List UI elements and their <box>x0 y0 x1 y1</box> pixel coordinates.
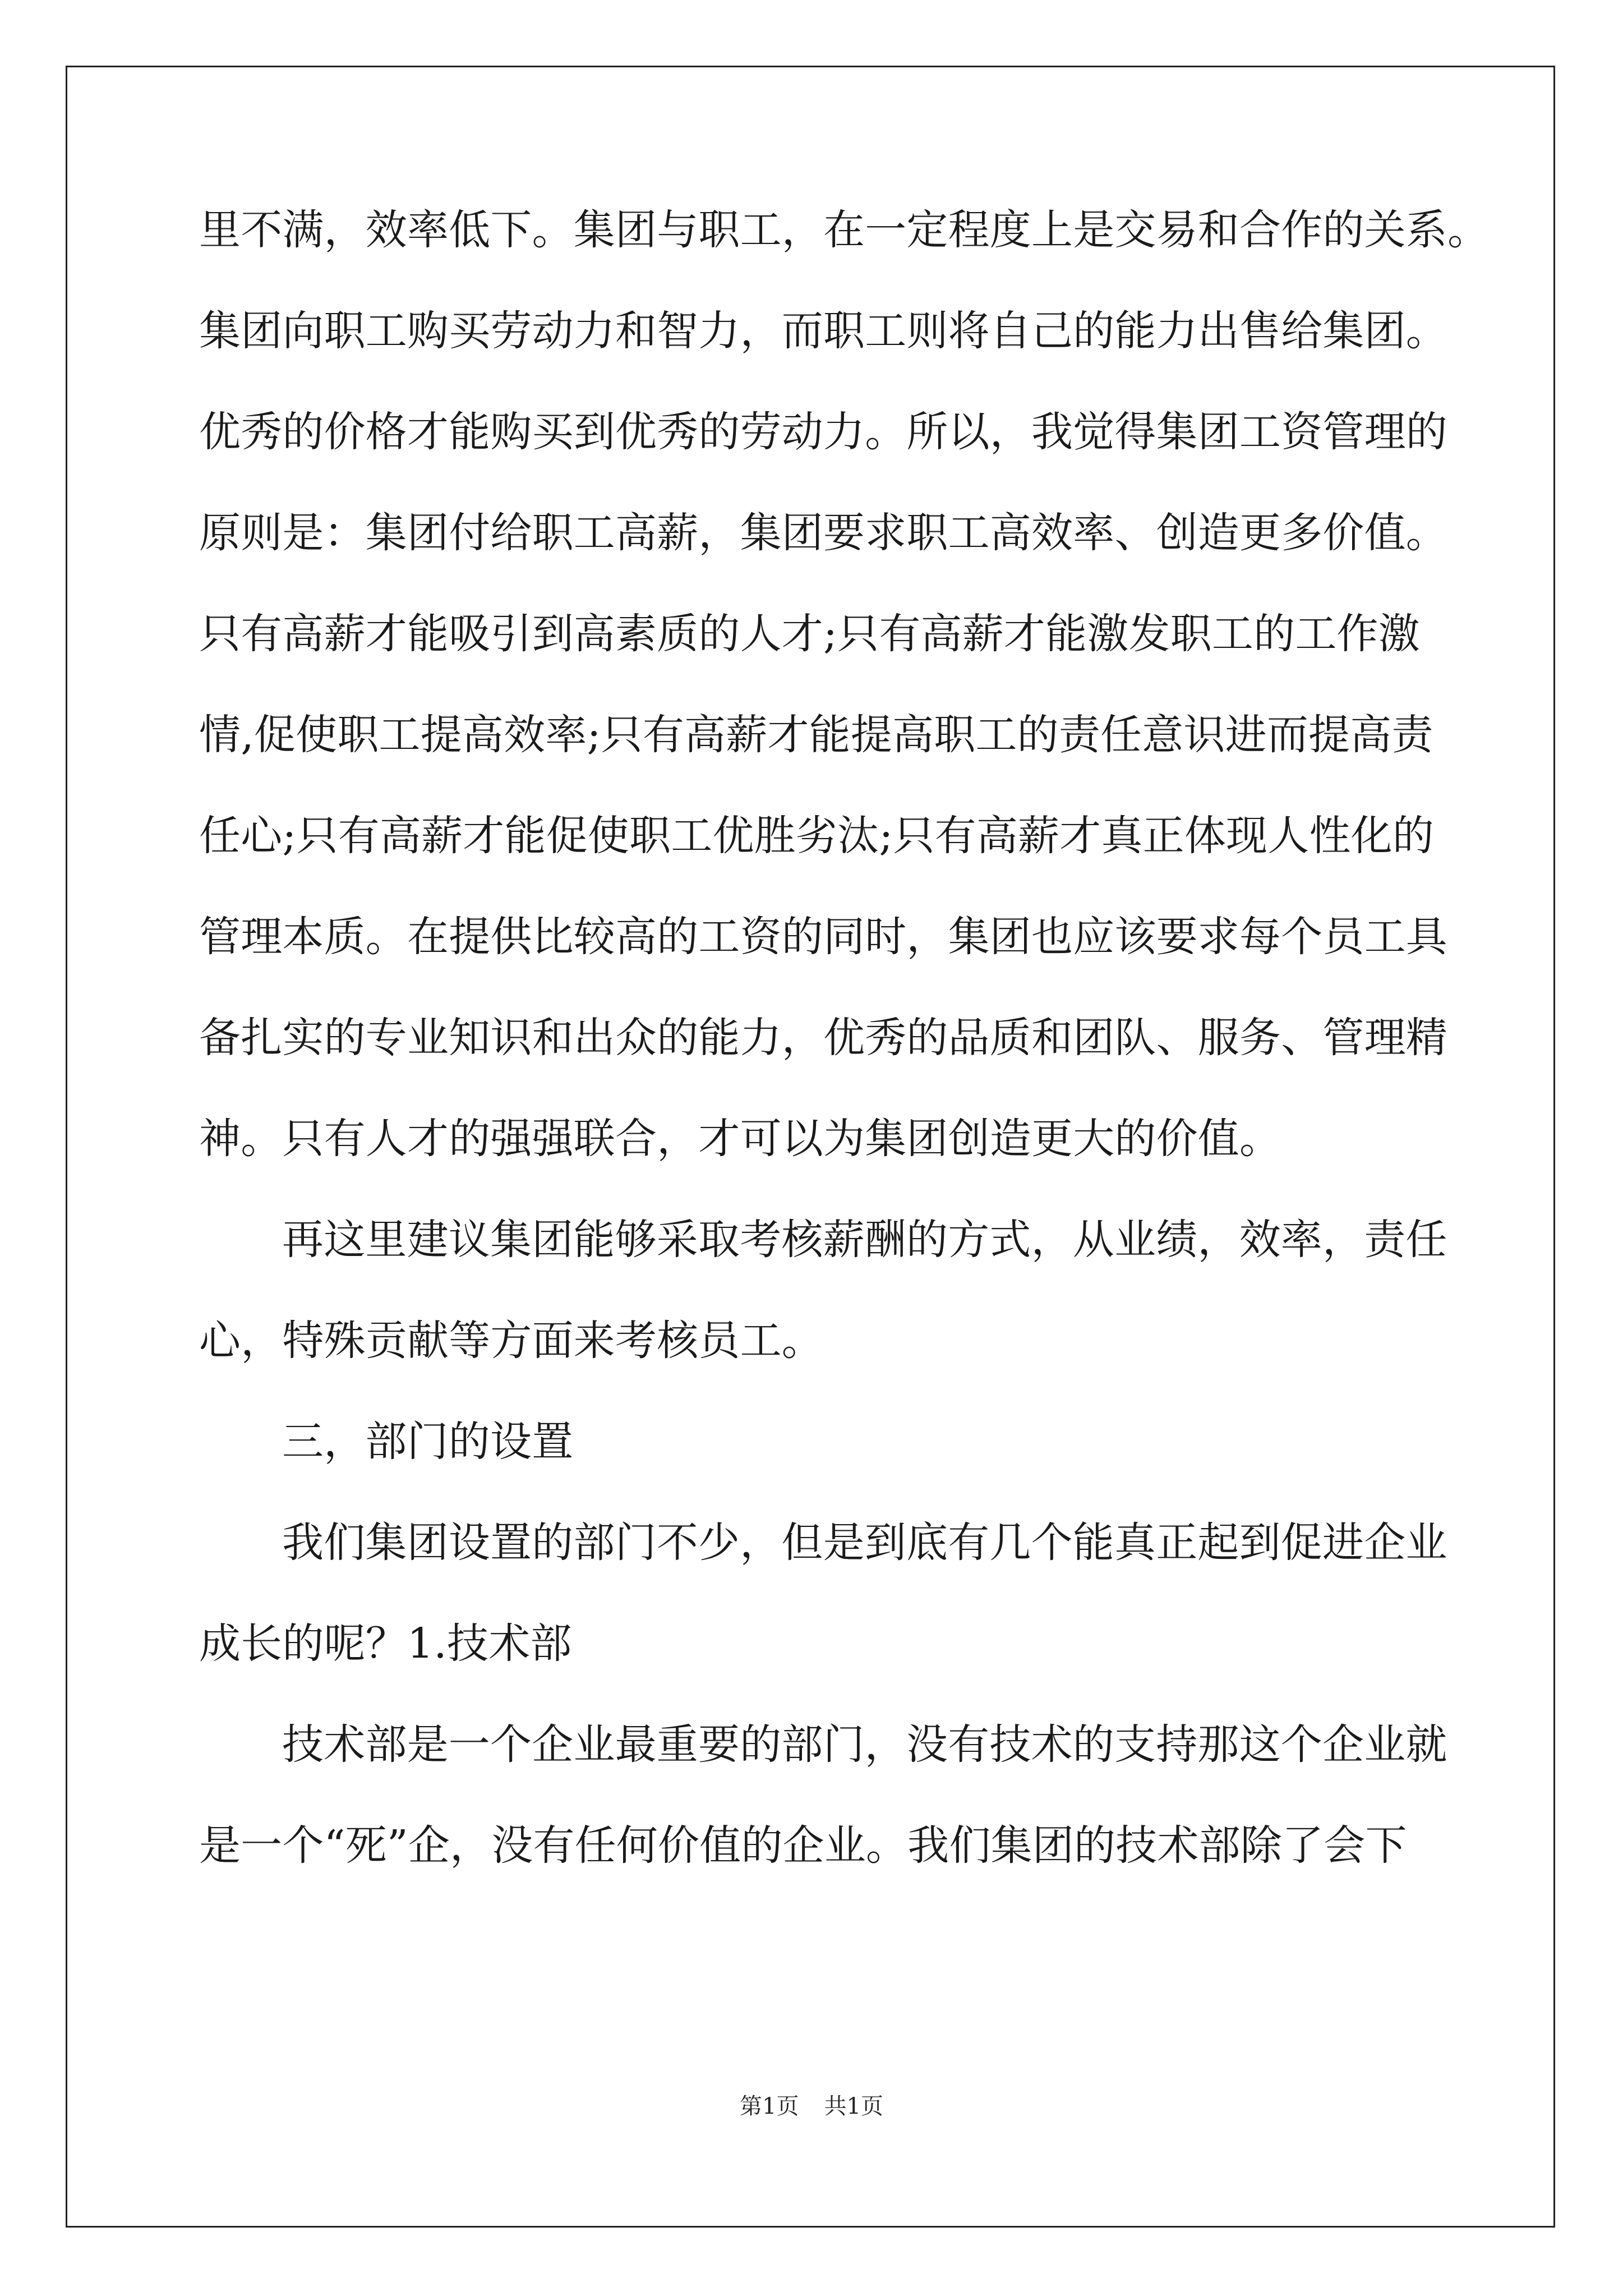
text-line-3: 优秀的价格才能购买到优秀的劳动力。所以，我觉得集团工资管理的 <box>199 408 1447 456</box>
text-line-10: 神。只有人才的强强联合，才可以为集团创造更大的价值。 <box>199 1115 1281 1163</box>
text-line-2: 集团向职工购买劳动力和智力，而职工则将自己的能力出售给集团。 <box>199 307 1447 355</box>
text-line-1: 里不满，效率低下。集团与职工，在一定程度上是交易和合作的关系。 <box>199 206 1490 254</box>
text-line-5: 只有高薪才能吸引到高素质的人才;只有高薪才能激发职工的工作激 <box>199 610 1420 658</box>
page-total: 共1页 <box>824 2093 883 2119</box>
text-line-4: 原则是：集团付给职工高薪，集团要求职工高效率、创造更多价值。 <box>199 509 1447 557</box>
text-line-15: 成长的呢？1.技术部 <box>199 1619 572 1668</box>
page-footer <box>0 2090 1623 2123</box>
text-line-12: 心，特殊贡献等方面来考核员工。 <box>199 1317 823 1365</box>
text-line-9: 备扎实的专业知识和出众的能力，优秀的品质和团队、服务、管理精 <box>199 1014 1447 1062</box>
text-line-8: 管理本质。在提供比较高的工资的同时，集团也应该要求每个员工具 <box>199 913 1447 961</box>
text-line-6: 情,促使职工提高效率;只有高薪才能提高职工的责任意识进而提高责 <box>199 711 1433 759</box>
text-line-7: 任心;只有高薪才能促使职工优胜劣汰;只有高薪才真正体现人性化的 <box>199 812 1435 860</box>
page-number: 第1页 <box>740 2093 799 2119</box>
text-line-14: 我们集团设置的部门不少，但是到底有几个能真正起到促进企业 <box>282 1519 1447 1567</box>
text-line-17: 是一个“死”企，没有任何价值的企业。我们集团的技术部除了会下 <box>199 1821 1407 1870</box>
text-line-16: 技术部是一个企业最重要的部门，没有技术的支持那这个企业就 <box>282 1720 1447 1769</box>
section-heading: 三，部门的设置 <box>282 1418 574 1466</box>
text-line-11: 再这里建议集团能够采取考核薪酬的方式，从业绩，效率，责任 <box>282 1216 1447 1264</box>
